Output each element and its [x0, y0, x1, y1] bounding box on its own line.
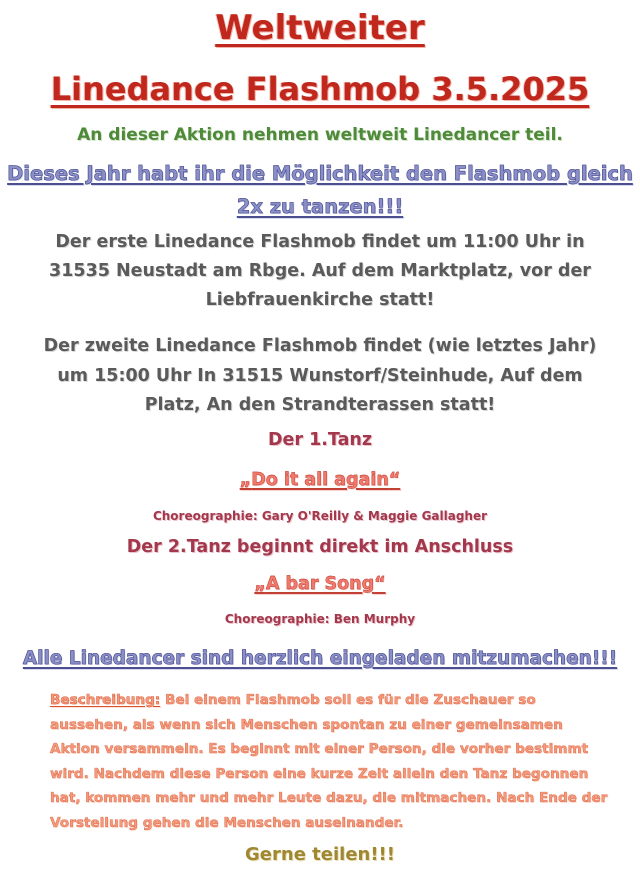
- description-label: Beschreibung:: [50, 692, 161, 708]
- twice-line-1: Dieses Jahr habt ihr die Möglichkeit den Flashmob gleich: [7, 162, 633, 185]
- dance1-name: Do it all again: [251, 470, 389, 490]
- first-event-line-3: Liebfrauenkirche statt!: [205, 290, 435, 310]
- second-event-line-2: um 15:00 Uhr In 31515 Wunstorf/Steinhude, Auf dem: [57, 366, 583, 386]
- dance1-close-quote: “: [388, 470, 401, 490]
- dance1-open-quote: „: [239, 470, 252, 490]
- second-event-line-1: Der zweite Linedance Flashmob findet (wie letztes Jahr): [43, 336, 597, 356]
- dance2-open-quote: „: [254, 574, 266, 594]
- first-event-line-1: Der erste Linedance Flashmob findet um 11:00 Uhr in: [55, 232, 585, 252]
- twice-line-2: 2x zu tanzen!!!: [236, 195, 404, 218]
- title-line-2: Linedance Flashmob 3.5.2025: [50, 70, 590, 108]
- title-line-1: Weltweiter: [215, 8, 425, 48]
- invite-text: Alle Linedancer sind herzlich eingeladen mitzumachen!!!: [22, 648, 618, 669]
- description-text: Bei einem Flashmob soll es für die Zuschauer so aussehen, als wenn sich Menschen spontan zu einer gemeinsamen Aktion versammeln. Es beginnt mit einer Person, die vorher bestimmt wird. Nachdem diese Person eine kurze Zeit allein den Tanz begonnen hat, kommen mehr und mehr Leute dazu, die mitmachen. Nach Ende der Vorstellung gehen die Menschen auseinander.: [50, 692, 608, 831]
- dance1-title: [0, 470, 640, 490]
- dance2-heading: Der 2.Tanz beginnt direkt im Anschluss: [126, 537, 514, 557]
- dance2-close-quote: “: [374, 574, 386, 594]
- dance2-choreography: Choreographie: Ben Murphy: [224, 612, 416, 626]
- dance1-heading: Der 1.Tanz: [267, 430, 373, 450]
- share-text: Gerne teilen!!!: [245, 844, 395, 865]
- dance2-name: A bar Song: [265, 574, 375, 594]
- second-event-line-3: Platz, An den Strandterassen statt!: [144, 395, 496, 415]
- dance1-choreography: Choreographie: Gary O'Reilly & Maggie Gallagher: [152, 509, 488, 523]
- description-paragraph: [50, 688, 610, 835]
- dance2-title: [0, 574, 640, 594]
- first-event-line-2: 31535 Neustadt am Rbge. Auf dem Marktplatz, vor der: [49, 261, 591, 281]
- intro-text: An dieser Aktion nehmen weltweit Linedancer teil.: [77, 125, 563, 145]
